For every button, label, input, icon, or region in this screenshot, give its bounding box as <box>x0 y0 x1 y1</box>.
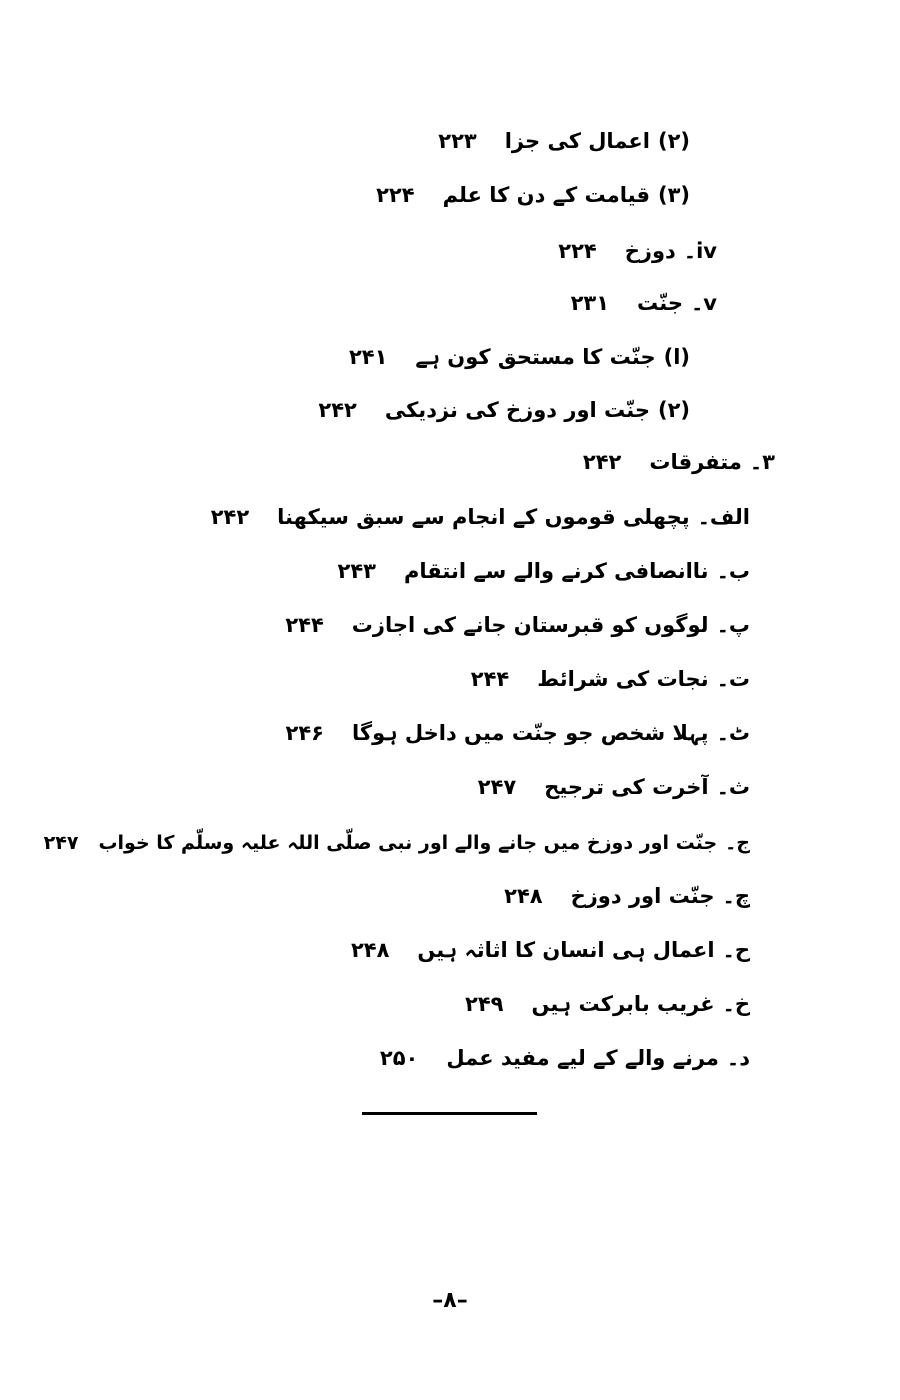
toc-entry <box>349 337 690 377</box>
toc-marker: چ۔ <box>722 884 750 908</box>
toc-entry <box>285 605 750 645</box>
toc-marker: ح۔ <box>722 938 750 962</box>
toc-page-number: ۲۴۸ <box>350 938 390 962</box>
toc-title: غریب بابرکت ہیں <box>531 992 715 1016</box>
toc-title: جنّت اور دوزخ کی نزدیکی <box>384 398 650 422</box>
toc-entry <box>558 231 717 271</box>
toc-entry <box>376 175 690 215</box>
toc-entry <box>351 930 750 970</box>
toc-page-number: ۲۴۴ <box>470 667 510 691</box>
toc-title: جنّت <box>637 291 683 315</box>
toc-page-number: ۲۲۳ <box>438 129 477 153</box>
toc-page-number: ۲۴۸ <box>504 884 543 908</box>
toc-page-number: ۲۴۹ <box>465 992 504 1016</box>
toc-marker: خ۔ <box>722 992 750 1016</box>
toc-page-number: ۲۴۷ <box>477 775 517 799</box>
toc-page-number: ۲۴۲ <box>318 398 357 422</box>
toc-page-number: ۲۴۶ <box>285 721 324 745</box>
toc-marker: (ا) <box>663 345 690 369</box>
toc-marker: (۳) <box>657 183 690 207</box>
toc-title: لوگوں کو قبرستان جانے کی اجازت <box>351 613 709 637</box>
toc-marker: الف۔ <box>697 505 750 529</box>
toc-title: جنّت اور دوزخ میں جانے والے اور نبی صلّی اللہ علیہ وسلّم کا خواب <box>98 832 718 854</box>
toc-marker: ت۔ <box>716 667 750 691</box>
toc-title: مرنے والے کے لیے مفید عمل <box>446 1046 719 1070</box>
toc-entry <box>286 713 750 753</box>
toc-title: نجات کی شرائط <box>537 667 709 691</box>
toc-marker: ۳۔ <box>749 450 775 474</box>
toc-entry <box>438 121 690 161</box>
toc-marker: ب۔ <box>716 559 750 583</box>
toc-marker: (۲) <box>657 398 690 422</box>
toc-title: دوزخ <box>624 239 676 263</box>
toc-entry <box>44 823 750 863</box>
page-number-footer: –۸– <box>432 1288 468 1313</box>
toc-page-number: ۲۵۰ <box>379 1046 419 1070</box>
toc-entry <box>380 1038 750 1078</box>
toc-page-number: ۲۳۱ <box>570 291 610 315</box>
toc-title: اعمال کی جزا <box>504 129 650 153</box>
toc-title: جنّت کا مستحق کون ہے <box>415 345 656 369</box>
toc-entry <box>571 283 717 323</box>
toc-title: متفرقات <box>649 450 742 474</box>
toc-entry <box>211 497 750 537</box>
toc-entry <box>471 659 750 699</box>
toc-marker: پ۔ <box>716 613 750 637</box>
toc-page-number: ۲۲۴ <box>558 239 597 263</box>
toc-title: ناانصافی کرنے والے سے انتقام <box>403 559 709 583</box>
toc-title: پہلا شخص جو جنّت میں داخل ہوگا <box>352 721 709 745</box>
toc-page-number: ۲۴۲ <box>582 450 622 474</box>
toc-page-number: ۲۴۷ <box>43 832 79 854</box>
toc-marker: ٹ۔ <box>716 721 750 745</box>
toc-page-number: ۲۲۴ <box>376 183 415 207</box>
toc-marker: v۔ <box>690 291 717 315</box>
toc-entry <box>338 551 750 591</box>
toc-entry <box>583 442 775 482</box>
toc-title: اعمال ہی انسان کا اثاثہ ہیں <box>417 938 715 962</box>
toc-page-number: ۲۴۴ <box>285 613 324 637</box>
toc-title: آخرت کی ترجیح <box>544 775 709 799</box>
section-divider-rule <box>362 1112 537 1115</box>
toc-page-number: ۲۴۱ <box>348 345 388 369</box>
toc-entry <box>478 767 750 807</box>
toc-entry <box>504 876 750 916</box>
toc-marker: ث۔ <box>716 775 750 799</box>
toc-title: جنّت اور دوزخ <box>570 884 715 908</box>
toc-title: پچھلی قوموں کے انجام سے سبق سیکھنا <box>277 505 690 529</box>
toc-entry <box>465 984 750 1024</box>
toc-entry <box>318 390 690 430</box>
toc-page-number: ۲۴۳ <box>337 559 376 583</box>
toc-marker: iv۔ <box>683 239 717 263</box>
toc-marker: ج۔ <box>725 832 750 854</box>
toc-marker: د۔ <box>726 1046 750 1070</box>
toc-page-number: ۲۴۲ <box>210 505 250 529</box>
toc-title: قیامت کے دن کا علم <box>442 183 650 207</box>
toc-marker: (۲) <box>657 129 690 153</box>
